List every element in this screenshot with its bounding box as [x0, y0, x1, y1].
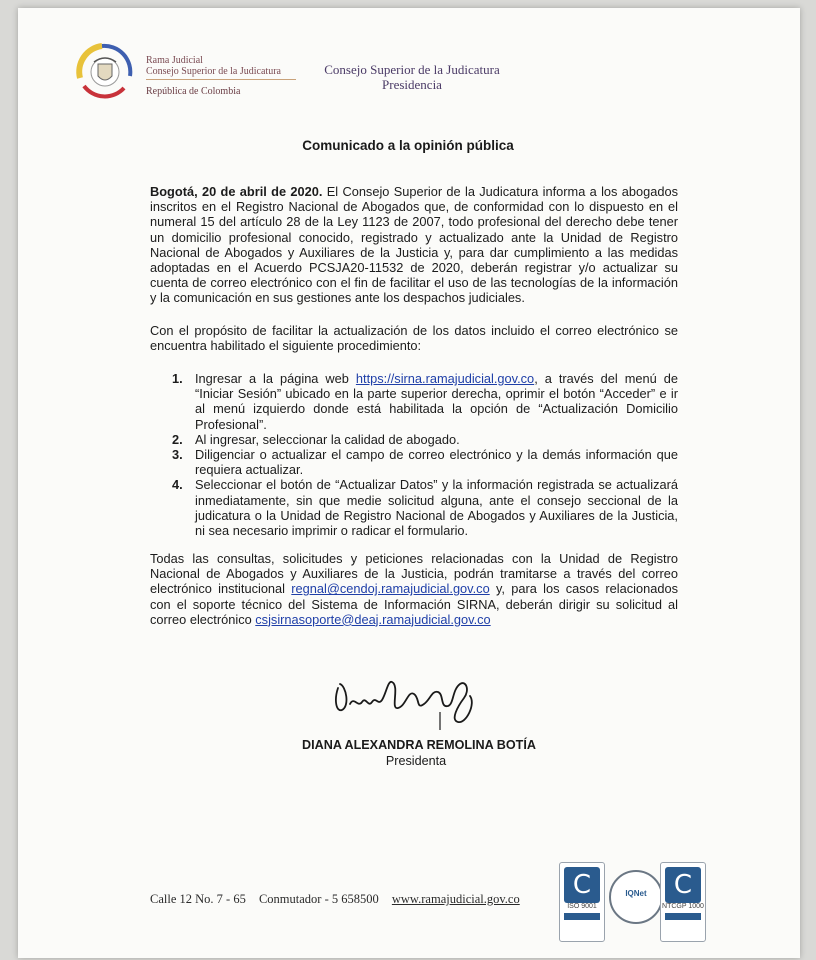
- header-org-line1: Rama Judicial: [146, 55, 203, 66]
- step-item: [150, 447, 678, 477]
- contact-text-pre: Todas las consultas, solicitudes y peticiones relacionadas con la Unidad de Registro Nacional de Abogados y Auxiliares de la Justicia, podrán tramitarse a través del correo electrónico institucional: [150, 551, 678, 597]
- certification-c-icon: C: [665, 867, 701, 903]
- paragraph-intro: [150, 184, 678, 306]
- step-number: 2.: [172, 431, 183, 447]
- cert2-label: IQNet: [625, 889, 647, 898]
- signer-name: DIANA ALEXANDRA REMOLINA BOTÍA: [302, 738, 536, 752]
- coat-of-arms-logo: [72, 38, 138, 104]
- header-office-line1: Consejo Superior de la Judicatura: [324, 62, 500, 77]
- sirna-link[interactable]: https://sirna.ramajudicial.gov.co: [355, 371, 535, 386]
- page-footer: [150, 892, 520, 907]
- step-text: Seleccionar el botón de “Actualizar Datos” y la información registrada se actualizará inmediatamente, sin que medie solicitud alguna, ante el consejo seccional de la judicatura o la Unidad de Registro Nacional de Abogados y Auxiliares de la Justicia, ni sea necesario imprimir o radicar el formulario.: [195, 477, 678, 539]
- signer-role: Presidenta: [385, 754, 447, 768]
- paragraph-contact: [150, 551, 678, 627]
- iqnet-certification-badge: [609, 870, 663, 924]
- header-organization: [146, 55, 281, 97]
- sirna-support-email-link[interactable]: csjsirnasoporte@deaj.ramajudicial.gov.co: [255, 611, 491, 627]
- cert3-label: NTCGP 1000: [662, 903, 704, 910]
- procedure-steps: [150, 371, 678, 538]
- footer-address: Calle 12 No. 7 - 65: [150, 892, 246, 906]
- ntcgp-certification-badge: [660, 862, 706, 942]
- step-text: Diligenciar o actualizar el campo de correo electrónico y la demás información que requiera actualizar.: [195, 447, 678, 478]
- header-divider: [146, 79, 296, 80]
- certification-band: [564, 913, 600, 920]
- step-number: 4.: [172, 477, 183, 493]
- header-office: [322, 62, 502, 92]
- footer-phone: Conmutador - 5 658500: [258, 892, 379, 906]
- step-item: [150, 477, 678, 538]
- paragraph-procedure-intro: Con el propósito de facilitar la actualización de los datos incluido el correo electrónico se encuentra habilitado el siguiente procedimiento:: [150, 323, 678, 354]
- iso-9001-certification-badge: [559, 862, 605, 942]
- paragraph-intro-lead: Bogotá, 20 de abril de 2020.: [150, 184, 323, 199]
- contact-text-mid: y, para los casos relacionados con el soporte técnico del Sistema de Información SIRNA, deberán dirigir su solicitud al correo electrónico: [150, 581, 678, 627]
- regnal-email-link[interactable]: regnal@cendoj.ramajudicial.gov.co: [291, 581, 490, 597]
- certification-band: [665, 913, 701, 920]
- step-item: [150, 371, 678, 432]
- step-text-post: , a través del menú de “Iniciar Sesión” ubicado en la parte superior derecha, oprimir el botón “Acceder” e ir al menú izquierdo donde está habilitada la opción de “Actualización Domicilio Profesional”.: [195, 371, 678, 432]
- certification-c-icon: C: [564, 867, 600, 903]
- footer-website-link[interactable]: www.ramajudicial.gov.co: [391, 892, 520, 906]
- step-number: 3.: [172, 447, 183, 463]
- step-number: 1.: [172, 371, 183, 386]
- header-office-line2: Presidencia: [382, 77, 442, 92]
- paragraph-intro-text: El Consejo Superior de la Judicatura informa a los abogados inscritos en el Registro Nacional de Abogados que, de conformidad con lo dispuesto en el numeral 15 del artículo 28 de la Ley 1123 de 2007, todo profesional del derecho debe tener un domicilio profesional conocido, registrado y actualizado ante la Unidad de Registro Nacional de Abogados y Auxiliares de la Justicia y, para dar cumplimiento a las medidas adoptadas en el Acuerdo PCSJA20-11532 de 2020, deberán registrar y/o actualizar su cuenta de correo electrónico con el fin de facilitar el uso de las tecnologías de la información y la comunicación en sus gestiones ante los despachos judiciales.: [150, 184, 678, 306]
- step-item: [150, 432, 678, 447]
- cert1-label: ISO 9001: [567, 903, 597, 910]
- step-text: Al ingresar, seleccionar la calidad de abogado.: [195, 431, 460, 447]
- step-text-pre: Ingresar a la página web: [195, 371, 356, 386]
- document-title: Comunicado a la opinión pública: [302, 138, 514, 153]
- handwritten-signature: [320, 660, 500, 730]
- header-org-line3: República de Colombia: [146, 86, 241, 97]
- header-org-line2: Consejo Superior de la Judicatura: [146, 66, 281, 77]
